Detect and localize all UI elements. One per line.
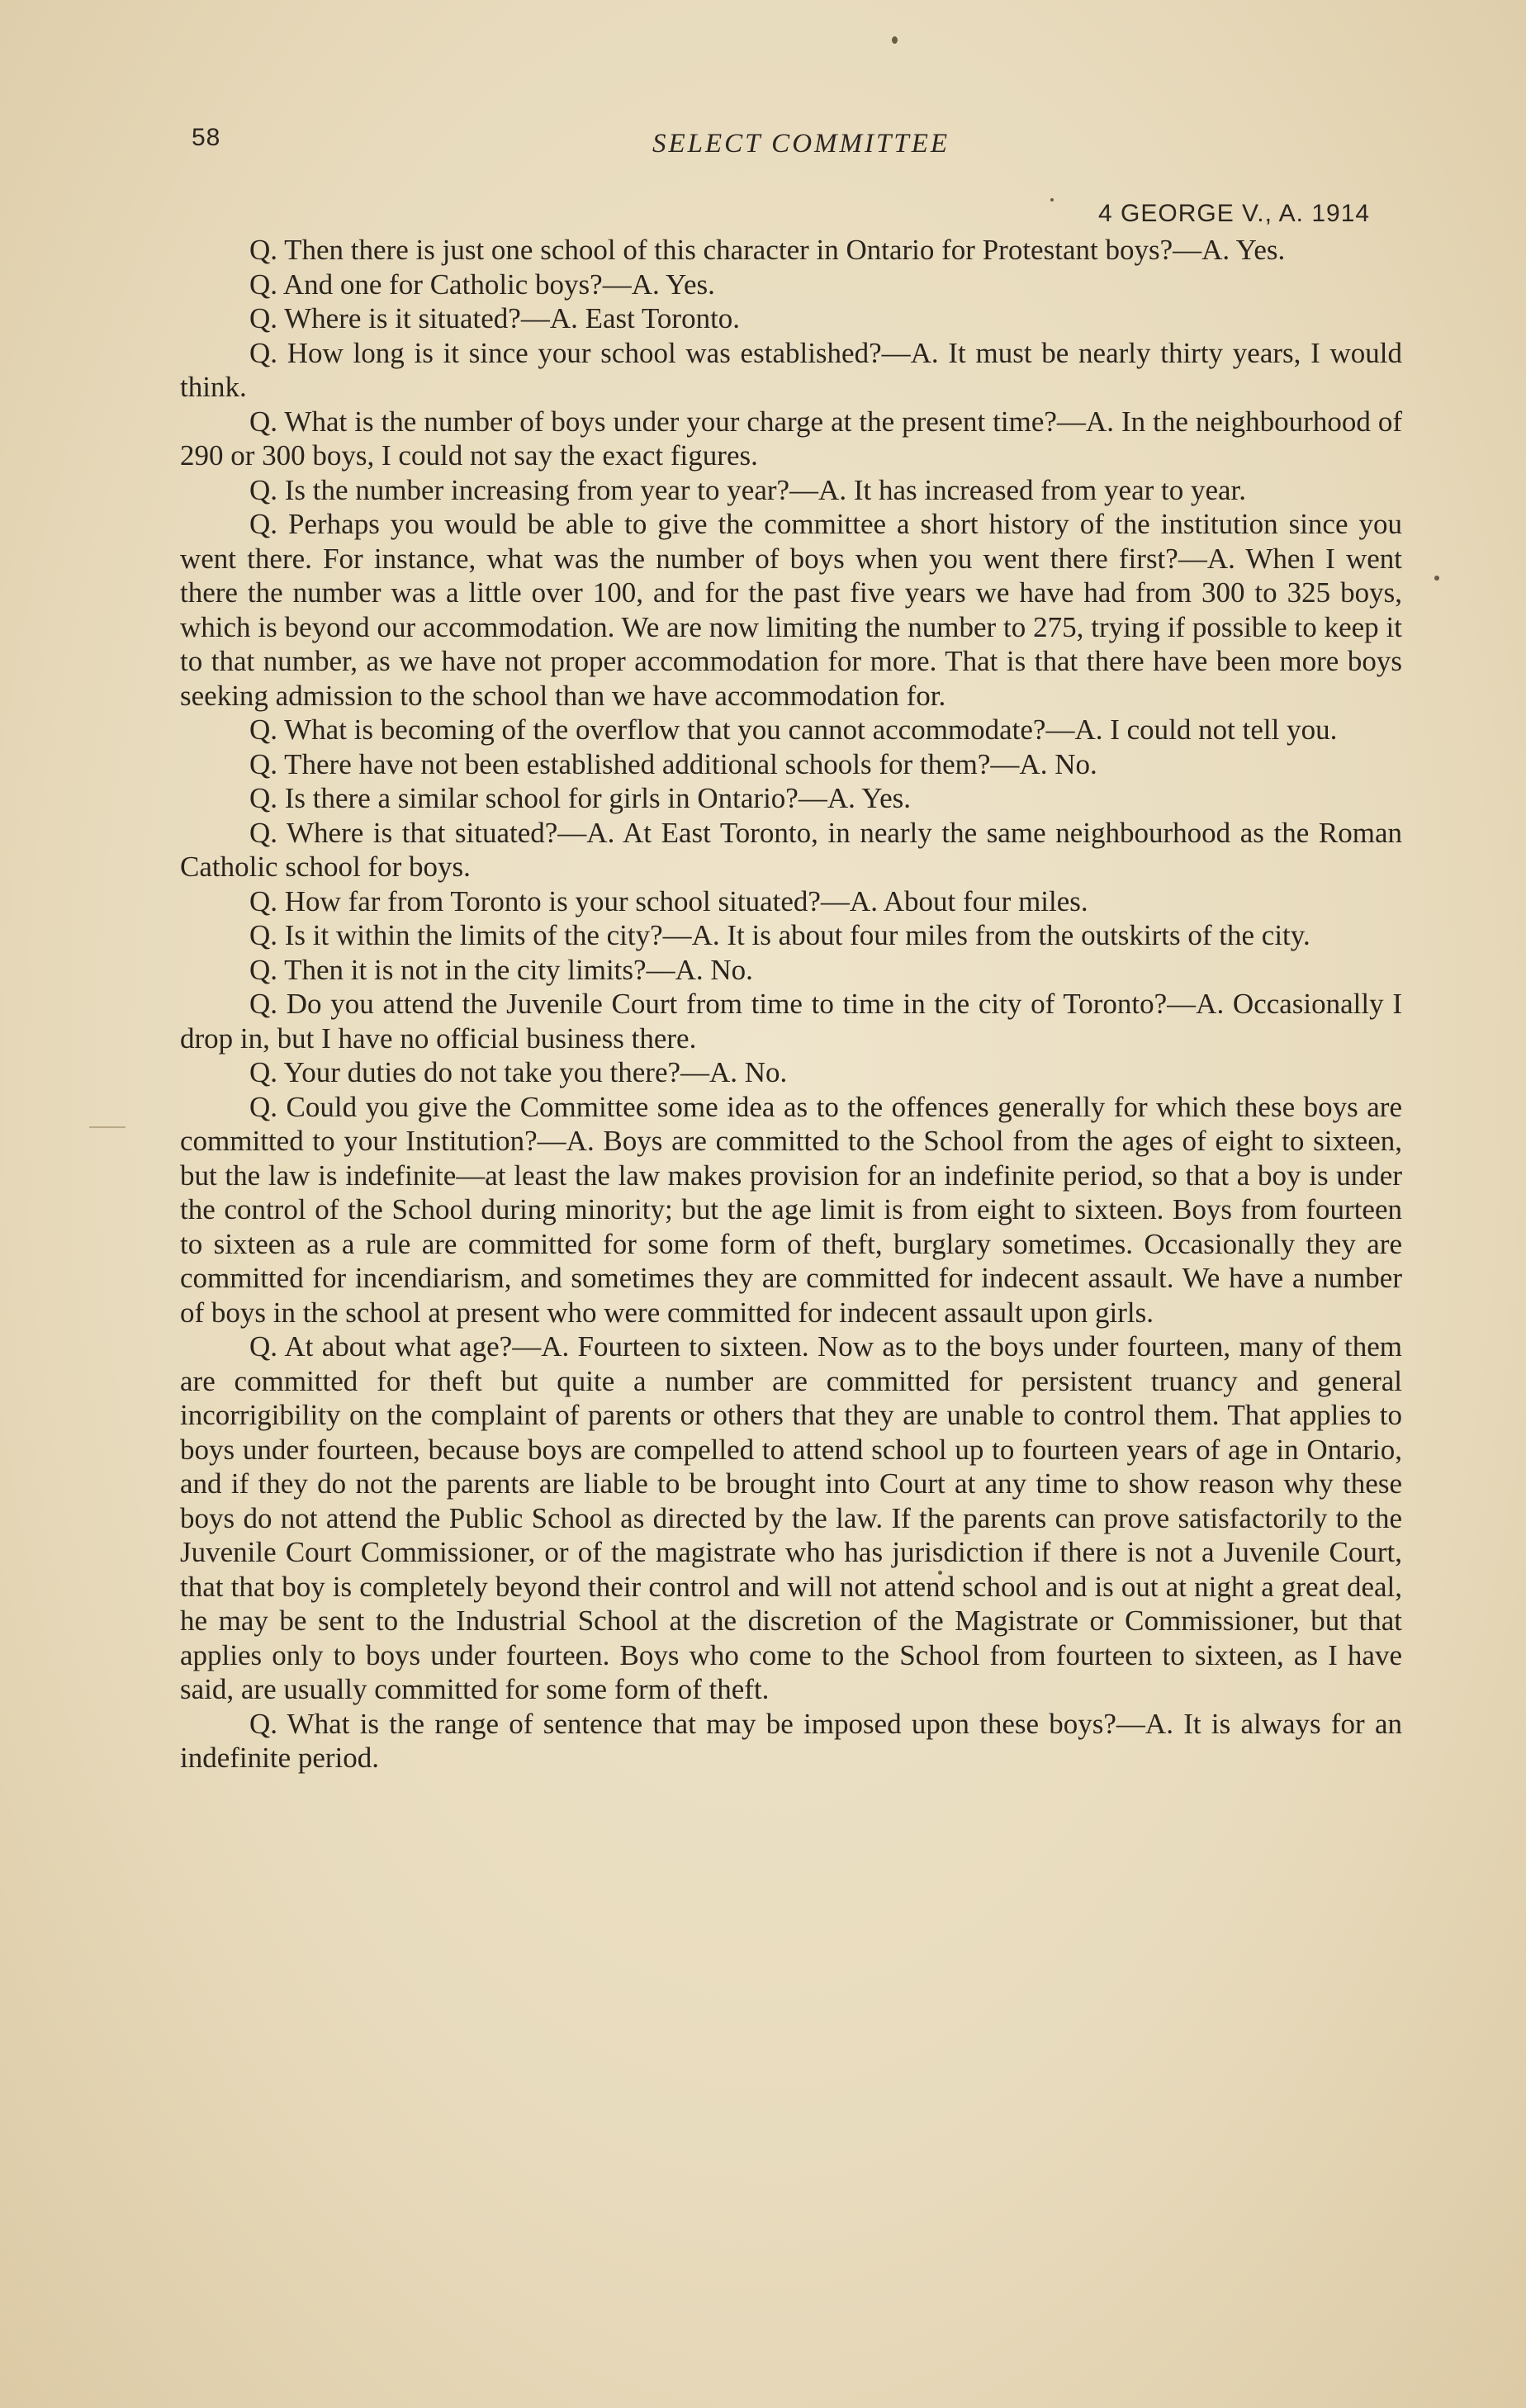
paragraph: Q. What is the range of sentence that may be imposed upon these boys?—A. It is always for an indefinite period. [180, 1707, 1402, 1774]
paragraph: Q. Is it within the limits of the city?—A. It is about four miles from the outskirts of the city. [249, 919, 1310, 951]
paragraph: Q. And one for Catholic boys?—A. Yes. [249, 268, 715, 301]
paragraph: Q. How long is it since your school was established?—A. It must be nearly thirty years, I would think. [180, 336, 1402, 403]
ink-speck [892, 36, 898, 44]
margin-mark [89, 1126, 126, 1128]
paragraph: Q. Where is it situated?—A. East Toronto. [249, 302, 741, 334]
paragraph: Q. At about what age?—A. Fourteen to sixteen. Now as to the boys under fourteen, many of them are committed for theft but quite a number are committed for persistent truancy and general incorrigibility on the complaint of parents or others that they are unable to control them. That applies to boys under fourteen, because boys are compelled to attend school up to fourteen years of age in Ontario, and if they do not the parents are liable to be brought into Court at any time to show reason why these boys do not attend the Public School as directed by the law. If the parents can prove satisfactorily to the Juvenile Court Commissioner, or of the magistrate who has jurisdiction if there is not a Juvenile Court, that that boy is completely beyond their control and will not attend school and is out at night a great deal, he may be sent to the Industrial School at the discretion of the Magistrate or Commissioner, but that applies only to boys under fourteen. Boys who come to the School from fourteen to sixteen, as I have said, are usually committed for some form of theft. [180, 1330, 1402, 1705]
running-head: SELECT COMMITTEE [652, 129, 950, 159]
paragraph: Q. What is the number of boys under your charge at the present time?—A. In the neighbourhood of 290 or 300 boys, I could not say the exact figures. [180, 405, 1402, 472]
paragraph: Q. Could you give the Committee some idea as to the offences generally for which these boys are committed to your Institution?—A. Boys are committed to the School from the ages of eight to sixteen, but the law is indefinite—at least the law makes provision for an indefinite period, so that a boy is under the control of the School during minority; but the age limit is from eight to sixteen. Boys from fourteen to sixteen as a rule are committed for some form of theft, burglary sometimes. Occasionally they are committed for incendiarism, and sometimes they are committed for indecent assault. We have a number of boys in the school at present who were committed for indecent assault upon girls. [180, 1090, 1402, 1329]
paragraph: Q. Then it is not in the city limits?—A. No. [249, 953, 753, 986]
testimony-body [180, 233, 1402, 1775]
paragraph: Q. There have not been established additional schools for them?—A. No. [249, 747, 1097, 780]
session-line: 4 GEORGE V., A. 1914 [1098, 200, 1371, 227]
paragraph: Q. Then there is just one school of this character in Ontario for Protestant boys?—A. Yes. [249, 234, 1286, 266]
ink-speck [1434, 576, 1439, 581]
paragraph: Q. Where is that situated?—A. At East Toronto, in nearly the same neighbourhood as the Roman Catholic school for boys. [180, 816, 1402, 883]
page-number: 58 [192, 124, 221, 151]
paragraph: Q. Perhaps you would be able to give the committee a short history of the institution since you went there. For instance, what was the number of boys when you went there first?—A. When I went there the number was a little over 100, and for the past five years we have had from 300 to 325 boys, which is beyond our accommodation. We are now limiting the number to 275, trying if possible to keep it to that number, as we have not proper accommodation for more. That is that there have been more boys seeking admission to the school than we have accommodation for. [180, 508, 1402, 712]
ink-speck [1050, 198, 1054, 201]
paragraph: Q. Do you attend the Juvenile Court from time to time in the city of Toronto?—A. Occasionally I drop in, but I have no official business there. [180, 988, 1402, 1055]
paragraph: Q. Your duties do not take you there?—A. No. [249, 1056, 788, 1088]
paragraph: Q. What is becoming of the overflow that you cannot accommodate?—A. I could not tell you. [249, 713, 1338, 746]
paragraph: Q. Is the number increasing from year to year?—A. It has increased from year to year. [249, 473, 1247, 506]
paragraph: Q. Is there a similar school for girls in Ontario?—A. Yes. [249, 782, 911, 814]
paragraph: Q. How far from Toronto is your school situated?—A. About four miles. [249, 884, 1088, 917]
